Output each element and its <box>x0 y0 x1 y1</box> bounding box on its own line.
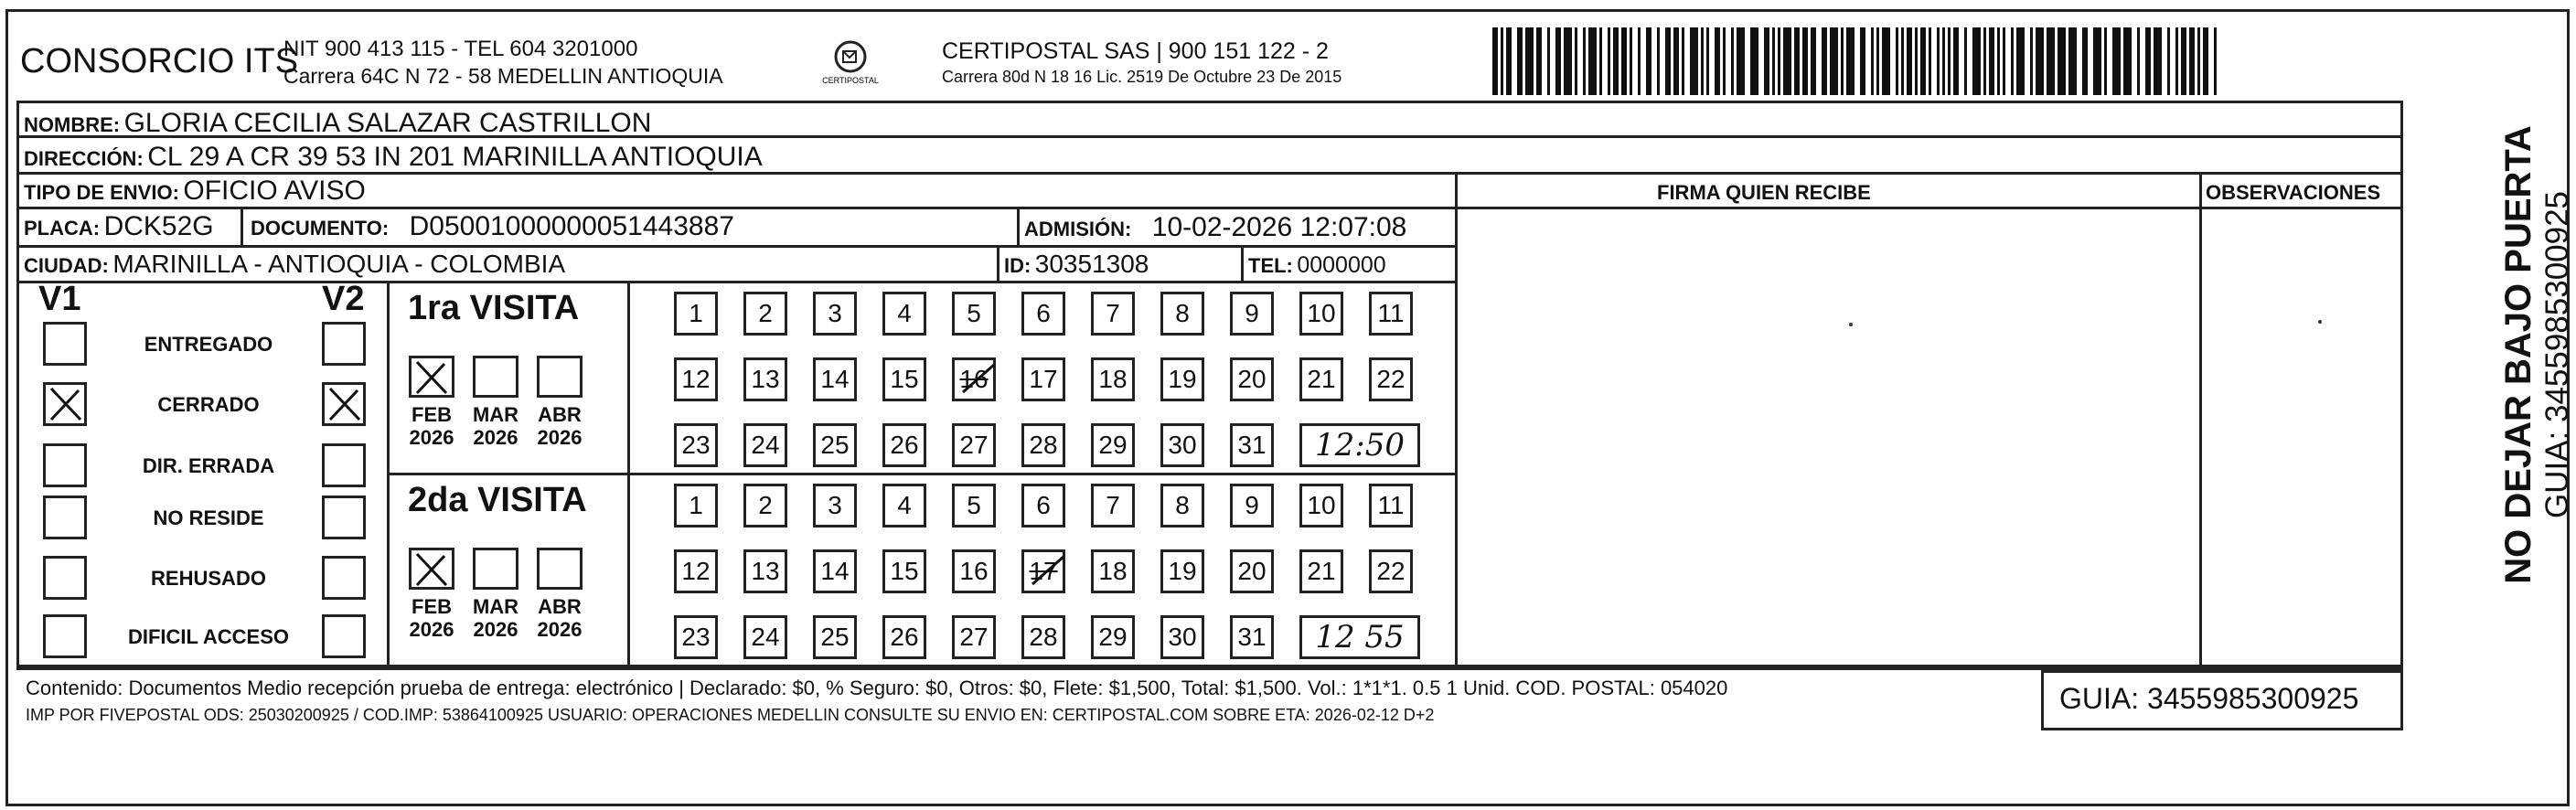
day-box[interactable]: 7 <box>1091 484 1135 528</box>
barcode-bar <box>1983 27 1986 95</box>
tipo-row <box>24 176 366 207</box>
barcode-bar <box>1492 27 1498 95</box>
day-box[interactable]: 30 <box>1160 615 1204 659</box>
divider <box>1455 172 1458 670</box>
delivery-grid <box>16 101 2403 667</box>
barcode-bar <box>1822 27 1827 95</box>
status-checkbox-v1[interactable] <box>43 322 87 366</box>
barcode-bar <box>2068 27 2077 95</box>
day-box[interactable]: 9 <box>1230 292 1274 336</box>
day-box[interactable]: 14 <box>813 549 857 593</box>
divider <box>627 281 630 667</box>
placa-value: DCK52G <box>103 211 214 241</box>
day-box[interactable]: 27 <box>952 423 996 467</box>
month-year: 2026 <box>409 618 454 641</box>
day-box[interactable]: 3 <box>813 292 857 336</box>
contenido-text: Contenido: Documentos Medio recepción prueba de entrega: electrónico | Declarado: $0, % Seguro: $0, Otros: $0, Flete: $1,500, Total: $1,500. Vol.: 1*1*1. 0.5 1 Unid. COD. POSTAL: 054020 <box>26 677 1728 699</box>
day-box[interactable]: 28 <box>1021 615 1065 659</box>
admision-row <box>1024 212 1406 243</box>
direccion-label: DIRECCIÓN: <box>24 147 144 170</box>
month-label: FEB <box>412 595 452 618</box>
barcode-bar <box>1555 27 1561 95</box>
barcode-bar <box>1665 27 1671 95</box>
day-box[interactable]: 18 <box>1091 357 1135 401</box>
day-box[interactable]: 20 <box>1230 357 1274 401</box>
status-label: REHUSADO <box>151 567 266 590</box>
id-label: ID: <box>1004 254 1031 277</box>
day-box[interactable]: 12 <box>674 357 718 401</box>
hour-field[interactable]: 12:50 <box>1299 423 1420 467</box>
v1-header: V1 <box>38 280 81 318</box>
barcode-bar <box>1964 27 1967 95</box>
day-box[interactable]: 14 <box>813 357 857 401</box>
day-box[interactable]: 11 <box>1369 484 1413 528</box>
day-box[interactable]: 23 <box>674 423 718 467</box>
day-box[interactable]: 15 <box>882 357 926 401</box>
tipo-label: TIPO DE ENVIO: <box>24 181 179 204</box>
barcode-bar <box>1937 27 1940 95</box>
day-box[interactable]: 7 <box>1091 292 1135 336</box>
nombre-row <box>24 108 651 139</box>
day-box[interactable]: 8 <box>1160 292 1204 336</box>
month-checkbox[interactable] <box>537 356 583 398</box>
day-box[interactable]: 29 <box>1091 423 1135 467</box>
day-box[interactable]: 31 <box>1230 615 1274 659</box>
barcode-bar <box>1942 27 1945 95</box>
month-year: 2026 <box>409 426 454 449</box>
day-box[interactable]: 26 <box>882 423 926 467</box>
day-box[interactable]: 26 <box>882 615 926 659</box>
day-box[interactable]: 4 <box>882 484 926 528</box>
tel-row <box>1248 252 1386 279</box>
barcode-bar <box>1896 27 1898 95</box>
barcode-bar <box>1953 27 1959 95</box>
barcode-bar <box>1630 27 1632 95</box>
day-box[interactable]: 25 <box>813 423 857 467</box>
barcode-bar <box>1501 27 1503 95</box>
company-nit: NIT 900 413 115 - TEL 604 3201000 <box>283 37 638 61</box>
day-box[interactable]: 3 <box>813 484 857 528</box>
barcode-bar <box>2189 27 2195 95</box>
barcode-bar <box>1830 27 1838 95</box>
company-name: CONSORCIO ITS <box>20 42 299 80</box>
barcode-bar <box>1811 27 1816 95</box>
side-text <box>2498 125 2576 584</box>
day-box[interactable]: 17 <box>1021 357 1065 401</box>
barcode-bar <box>1737 27 1745 95</box>
day-box[interactable]: 11 <box>1369 292 1413 336</box>
day-box[interactable]: 17 <box>1021 549 1065 593</box>
divider <box>387 473 1458 475</box>
barcode-bar <box>1731 27 1734 95</box>
barcode-bar <box>1778 27 1780 95</box>
divider <box>997 245 999 281</box>
barcode-bar <box>2104 27 2107 95</box>
status-checkbox-v1[interactable] <box>43 443 87 487</box>
status-checkbox-v2[interactable] <box>322 382 366 426</box>
carrier-name: CERTIPOSTAL SAS | 900 151 122 - 2 <box>942 38 1329 64</box>
barcode-bar <box>2036 27 2044 95</box>
barcode-bar <box>1588 27 1597 95</box>
visit2-title: 2da VISITA <box>408 481 587 519</box>
divider <box>2199 172 2202 670</box>
barcode-bar <box>1599 27 1602 95</box>
barcode-bar <box>2047 27 2055 95</box>
nombre-value: GLORIA CECILIA SALAZAR CASTRILLON <box>123 108 652 138</box>
barcode-bar <box>2123 27 2132 95</box>
status-checkbox-v2[interactable] <box>322 322 366 366</box>
day-box[interactable]: 1 <box>674 484 718 528</box>
documento-row <box>251 211 734 242</box>
company-address: Carrera 64C N 72 - 58 MEDELLIN ANTIOQUIA <box>283 64 723 88</box>
day-box[interactable]: 28 <box>1021 423 1065 467</box>
day-box[interactable]: 19 <box>1160 549 1204 593</box>
barcode-bar <box>1575 27 1577 95</box>
day-box[interactable]: 16 <box>952 549 996 593</box>
day-box[interactable]: 21 <box>1299 549 1343 593</box>
day-box[interactable]: 23 <box>674 615 718 659</box>
day-box[interactable]: 6 <box>1021 292 1065 336</box>
barcode-bar <box>1715 27 1720 95</box>
month-checkbox[interactable] <box>409 548 454 590</box>
status-label: NO RESIDE <box>153 506 264 529</box>
month-year: 2026 <box>537 426 583 449</box>
id-row <box>1004 250 1149 279</box>
barcode-bar <box>1764 27 1769 95</box>
barcode-bar <box>1682 27 1684 95</box>
barcode-bar <box>1564 27 1572 95</box>
status-checkbox-v1[interactable] <box>43 382 87 426</box>
visit1-title: 1ra VISITA <box>408 289 580 327</box>
documento-value: D05001000000051443887 <box>409 211 734 241</box>
month-checkbox[interactable] <box>473 356 518 398</box>
barcode-bar <box>1772 27 1775 95</box>
barcode-bar <box>2154 27 2162 95</box>
status-label: ENTREGADO <box>144 333 273 356</box>
day-box[interactable]: 6 <box>1021 484 1065 528</box>
barcode-bar <box>1608 27 1610 95</box>
direccion-value: CL 29 A CR 39 53 IN 201 MARINILLA ANTIOQUIA <box>147 142 763 172</box>
tel-value: 0000000 <box>1297 252 1386 278</box>
barcode-bar <box>1750 27 1758 95</box>
barcode-bar <box>1706 27 1709 95</box>
certipostal-logo <box>818 37 882 91</box>
barcode-bar <box>1997 27 2000 95</box>
tipo-value: OFICIO AVISO <box>183 176 366 206</box>
barcode-bar <box>2214 27 2217 95</box>
day-box[interactable]: 20 <box>1230 549 1274 593</box>
day-box[interactable]: 22 <box>1369 357 1413 401</box>
logo-text: CERTIPOSTAL <box>822 76 879 85</box>
month-year: 2026 <box>537 618 583 641</box>
carrier-address: Carrera 80d N 18 16 Lic. 2519 De Octubre 23 De 2015 <box>942 68 1342 86</box>
day-box[interactable]: 19 <box>1160 357 1204 401</box>
barcode-bar <box>1876 27 1879 95</box>
month-label: ABR <box>538 595 582 618</box>
barcode-bar <box>1690 27 1698 95</box>
barcode-bar <box>2058 27 2066 95</box>
barcode-bar <box>1860 27 1865 95</box>
firma-header: FIRMA QUIEN RECIBE <box>1657 181 1871 204</box>
barcode-bar <box>1701 27 1704 95</box>
barcode-bar <box>1547 27 1550 95</box>
month-checkbox[interactable] <box>537 548 583 590</box>
status-checkbox-v1[interactable] <box>43 614 87 658</box>
barcode-bar <box>1907 27 1912 95</box>
status-checkbox-v2[interactable] <box>322 614 366 658</box>
barcode-bar <box>2112 27 2121 95</box>
barcode-bar <box>1972 27 1981 95</box>
status-checkbox-v1[interactable] <box>43 496 87 539</box>
guia-box-text: GUIA: 3455985300925 <box>2059 682 2359 715</box>
barcode-bar <box>2145 27 2151 95</box>
barcode-bar <box>2016 27 2025 95</box>
day-box[interactable]: 31 <box>1230 423 1274 467</box>
month-label: ABR <box>538 403 582 426</box>
ciudad-row <box>24 250 565 279</box>
month-label: FEB <box>412 403 452 426</box>
imp-text: IMP POR FIVEPOSTAL ODS: 25030200925 / COD.IMP: 53864100925 USUARIO: OPERACIONES MEDELLIN CONSULTE SU ENVIO EN: CERTIPOSTAL.COM SOBRE ETA: 2026-02-12 D+2 <box>26 706 1435 724</box>
divider <box>240 207 243 245</box>
barcode-bar <box>1583 27 1586 95</box>
month-year: 2026 <box>473 426 518 449</box>
month-year: 2026 <box>473 618 518 641</box>
status-checkbox-v1[interactable] <box>43 556 87 600</box>
day-box[interactable]: 10 <box>1299 292 1343 336</box>
placa-label: PLACA: <box>24 217 101 240</box>
month-checkbox[interactable] <box>409 356 454 398</box>
day-box[interactable]: 24 <box>743 423 787 467</box>
status-label: DIR. ERRADA <box>142 454 275 477</box>
day-box[interactable]: 12 <box>674 549 718 593</box>
observation-mark <box>2318 320 2322 324</box>
barcode-bar <box>1841 27 1844 95</box>
day-box[interactable]: 5 <box>952 484 996 528</box>
divider <box>16 281 1458 283</box>
barcode-bar <box>2030 27 2033 95</box>
day-box[interactable]: 22 <box>1369 549 1413 593</box>
ciudad-label: CIUDAD: <box>24 254 109 277</box>
day-box[interactable]: 2 <box>743 292 787 336</box>
day-box[interactable]: 2 <box>743 484 787 528</box>
day-box[interactable]: 21 <box>1299 357 1343 401</box>
day-box[interactable]: 18 <box>1091 549 1135 593</box>
day-box[interactable]: 15 <box>882 549 926 593</box>
barcode-bar <box>1536 27 1542 95</box>
day-box[interactable]: 25 <box>813 615 857 659</box>
barcode-bar <box>1929 27 1931 95</box>
id-value: 30351308 <box>1034 250 1149 278</box>
barcode-bar <box>2011 27 2014 95</box>
barcode <box>1492 27 2224 95</box>
status-checkbox-v2[interactable] <box>322 496 366 539</box>
barcode-bar <box>2197 27 2200 95</box>
status-label: DIFICIL ACCESO <box>127 625 289 648</box>
admision-value: 10-02-2026 12:07:08 <box>1151 212 1407 242</box>
tel-label: TEL: <box>1248 254 1293 277</box>
direccion-row <box>24 142 763 173</box>
barcode-bar <box>1783 27 1791 95</box>
day-box[interactable]: 29 <box>1091 615 1135 659</box>
barcode-bar <box>1802 27 1808 95</box>
day-box[interactable]: 10 <box>1299 484 1343 528</box>
month-checkbox[interactable] <box>473 548 518 590</box>
barcode-bar <box>1794 27 1800 95</box>
day-box[interactable]: 27 <box>952 615 996 659</box>
barcode-bar <box>1621 27 1627 95</box>
barcode-bar <box>1846 27 1855 95</box>
day-box[interactable]: 13 <box>743 549 787 593</box>
day-box[interactable]: 8 <box>1160 484 1204 528</box>
day-box[interactable]: 13 <box>743 357 787 401</box>
day-box[interactable]: 4 <box>882 292 926 336</box>
barcode-bar <box>1517 27 1523 95</box>
barcode-bar <box>1989 27 1994 95</box>
day-mark <box>1029 551 1069 596</box>
day-box[interactable]: 16 <box>952 357 996 401</box>
day-box[interactable]: 30 <box>1160 423 1204 467</box>
barcode-bar <box>2137 27 2140 95</box>
barcode-bar <box>2082 27 2088 95</box>
barcode-bar <box>1638 27 1641 95</box>
barcode-bar <box>1920 27 1926 95</box>
divider <box>1017 207 1020 245</box>
observaciones-header: OBSERVACIONES <box>2206 181 2381 204</box>
documento-label: DOCUMENTO: <box>251 217 390 240</box>
day-box[interactable]: 5 <box>952 292 996 336</box>
barcode-bar <box>1506 27 1512 95</box>
barcode-bar <box>2203 27 2208 95</box>
admision-label: ADMISIÓN: <box>1024 218 1132 240</box>
status-checkbox-v2[interactable] <box>322 556 366 600</box>
divider <box>387 281 390 667</box>
barcode-bar <box>1673 27 1679 95</box>
side-guia: GUIA: 3455985300925 <box>2539 190 2575 519</box>
barcode-bar <box>1646 27 1651 95</box>
barcode-bar <box>1613 27 1619 95</box>
barcode-bar <box>1657 27 1660 95</box>
placa-row <box>24 211 214 242</box>
divider <box>1241 245 1244 281</box>
barcode-bar <box>1915 27 1918 95</box>
day-box[interactable]: 1 <box>674 292 718 336</box>
barcode-bar <box>1882 27 1890 95</box>
day-mark <box>959 359 999 404</box>
signature-mark <box>1849 323 1853 326</box>
day-box[interactable]: 9 <box>1230 484 1274 528</box>
nombre-label: NOMBRE: <box>24 113 121 136</box>
barcode-bar <box>2181 27 2186 95</box>
day-box[interactable]: 24 <box>743 615 787 659</box>
barcode-bar <box>1723 27 1726 95</box>
barcode-bar <box>1525 27 1534 95</box>
barcode-bar <box>1948 27 1951 95</box>
barcode-bar <box>2167 27 2170 95</box>
barcode-bar <box>1901 27 1904 95</box>
barcode-bar <box>2003 27 2005 95</box>
ciudad-value: MARINILLA - ANTIOQUIA - COLOMBIA <box>112 250 566 278</box>
v2-header: V2 <box>322 280 365 318</box>
divider <box>16 207 2403 209</box>
barcode-bar <box>1871 27 1874 95</box>
status-label: CERRADO <box>157 393 260 416</box>
barcode-bar <box>2093 27 2101 95</box>
month-label: MAR <box>472 403 519 426</box>
status-checkbox-v2[interactable] <box>322 443 366 487</box>
month-label: MAR <box>472 595 519 618</box>
barcode-bar <box>2175 27 2178 95</box>
hour-field[interactable]: 12 55 <box>1299 615 1420 659</box>
no-dejar-warning: NO DEJAR BAJO PUERTA <box>2498 125 2539 584</box>
